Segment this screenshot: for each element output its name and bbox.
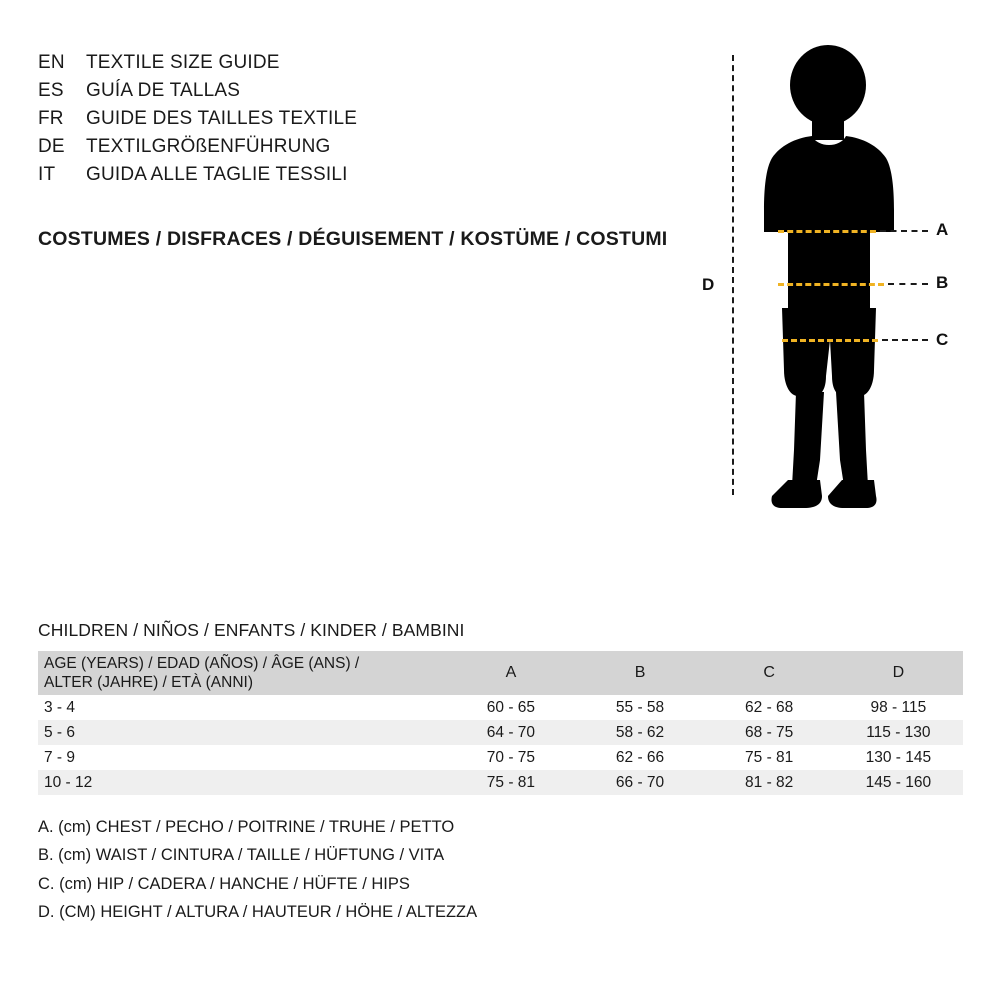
cell-height: 115 - 130 <box>834 720 963 745</box>
waist-measure-line <box>778 283 884 286</box>
hip-measure-line <box>782 339 878 342</box>
header-col-a: A <box>446 651 575 695</box>
cell-waist: 58 - 62 <box>576 720 705 745</box>
legend-line-b: B. (cm) WAIST / CINTURA / TAILLE / HÜFTUNG / VITA <box>38 846 445 865</box>
table-header-row <box>38 651 963 695</box>
table-row <box>38 720 963 745</box>
language-code: FR <box>38 108 64 129</box>
measurement-diagram <box>660 40 1000 510</box>
legend-line-c: C. (cm) HIP / CADERA / HANCHE / HÜFTE / HIPS <box>38 874 410 893</box>
table-caption: CHILDREN / NIÑOS / ENFANTS / KINDER / BAMBINI <box>38 620 465 640</box>
cell-height: 98 - 115 <box>834 695 963 720</box>
measurement-legend <box>38 813 963 927</box>
legend-line-a: A. (cm) CHEST / PECHO / POITRINE / TRUHE / PETTO <box>38 818 455 836</box>
chest-leader-line <box>880 230 928 232</box>
waist-leader-line <box>888 283 928 285</box>
header-col-c: C <box>705 651 834 695</box>
language-code: ES <box>38 80 64 101</box>
header-age-line2: ALTER (JAHRE) / ETÀ (ANNI) <box>44 674 253 691</box>
table-row <box>38 695 963 720</box>
language-label: TEXTILE SIZE GUIDE <box>86 52 280 73</box>
diagram-label-b: B <box>936 273 949 292</box>
cell-age: 5 - 6 <box>38 720 446 745</box>
language-row-de <box>38 136 678 164</box>
cell-hip: 75 - 81 <box>705 745 834 770</box>
diagram-label-c: C <box>936 330 949 349</box>
cell-waist: 62 - 66 <box>576 745 705 770</box>
diagram-label-a: A <box>936 220 949 239</box>
language-row-it <box>38 164 678 192</box>
cell-chest: 60 - 65 <box>446 695 575 720</box>
cell-hip: 62 - 68 <box>705 695 834 720</box>
chest-measure-line <box>778 230 876 233</box>
language-list <box>38 52 678 192</box>
legend-line-d: D. (CM) HEIGHT / ALTURA / HAUTEUR / HÖHE / ALTEZZA <box>38 903 478 922</box>
cell-chest: 70 - 75 <box>446 745 575 770</box>
cell-height: 130 - 145 <box>834 745 963 770</box>
language-label: GUÍA DE TALLAS <box>86 80 241 101</box>
cell-age: 10 - 12 <box>38 770 446 795</box>
header-col-b: B <box>576 651 705 695</box>
table-row <box>38 770 963 795</box>
diagram-label-d: D <box>702 275 715 294</box>
category-line: COSTUMES / DISFRACES / DÉGUISEMENT / KOSTÜME / COSTUMI <box>38 228 668 250</box>
size-table-section <box>38 620 963 927</box>
language-row-en <box>38 52 678 80</box>
cell-waist: 55 - 58 <box>576 695 705 720</box>
cell-hip: 68 - 75 <box>705 720 834 745</box>
header-age-description <box>38 651 446 695</box>
cell-chest: 64 - 70 <box>446 720 575 745</box>
language-row-es <box>38 80 678 108</box>
language-label: GUIDA ALLE TAGLIE TESSILI <box>86 164 348 185</box>
table-row <box>38 745 963 770</box>
language-label: TEXTILGRÖßENFÜHRUNG <box>86 136 331 157</box>
header-age-line1: AGE (YEARS) / EDAD (AÑOS) / ÂGE (ANS) / <box>44 654 360 672</box>
language-row-fr <box>38 108 678 136</box>
language-code: IT <box>38 164 56 185</box>
header-col-d: D <box>834 651 963 695</box>
language-code: EN <box>38 52 65 73</box>
cell-chest: 75 - 81 <box>446 770 575 795</box>
language-code: DE <box>38 136 65 157</box>
cell-age: 7 - 9 <box>38 745 446 770</box>
cell-waist: 66 - 70 <box>576 770 705 795</box>
language-label: GUIDE DES TAILLES TEXTILE <box>86 108 358 129</box>
hip-leader-line <box>882 339 928 341</box>
size-table <box>38 651 963 795</box>
cell-height: 145 - 160 <box>834 770 963 795</box>
cell-age: 3 - 4 <box>38 695 446 720</box>
cell-hip: 81 - 82 <box>705 770 834 795</box>
